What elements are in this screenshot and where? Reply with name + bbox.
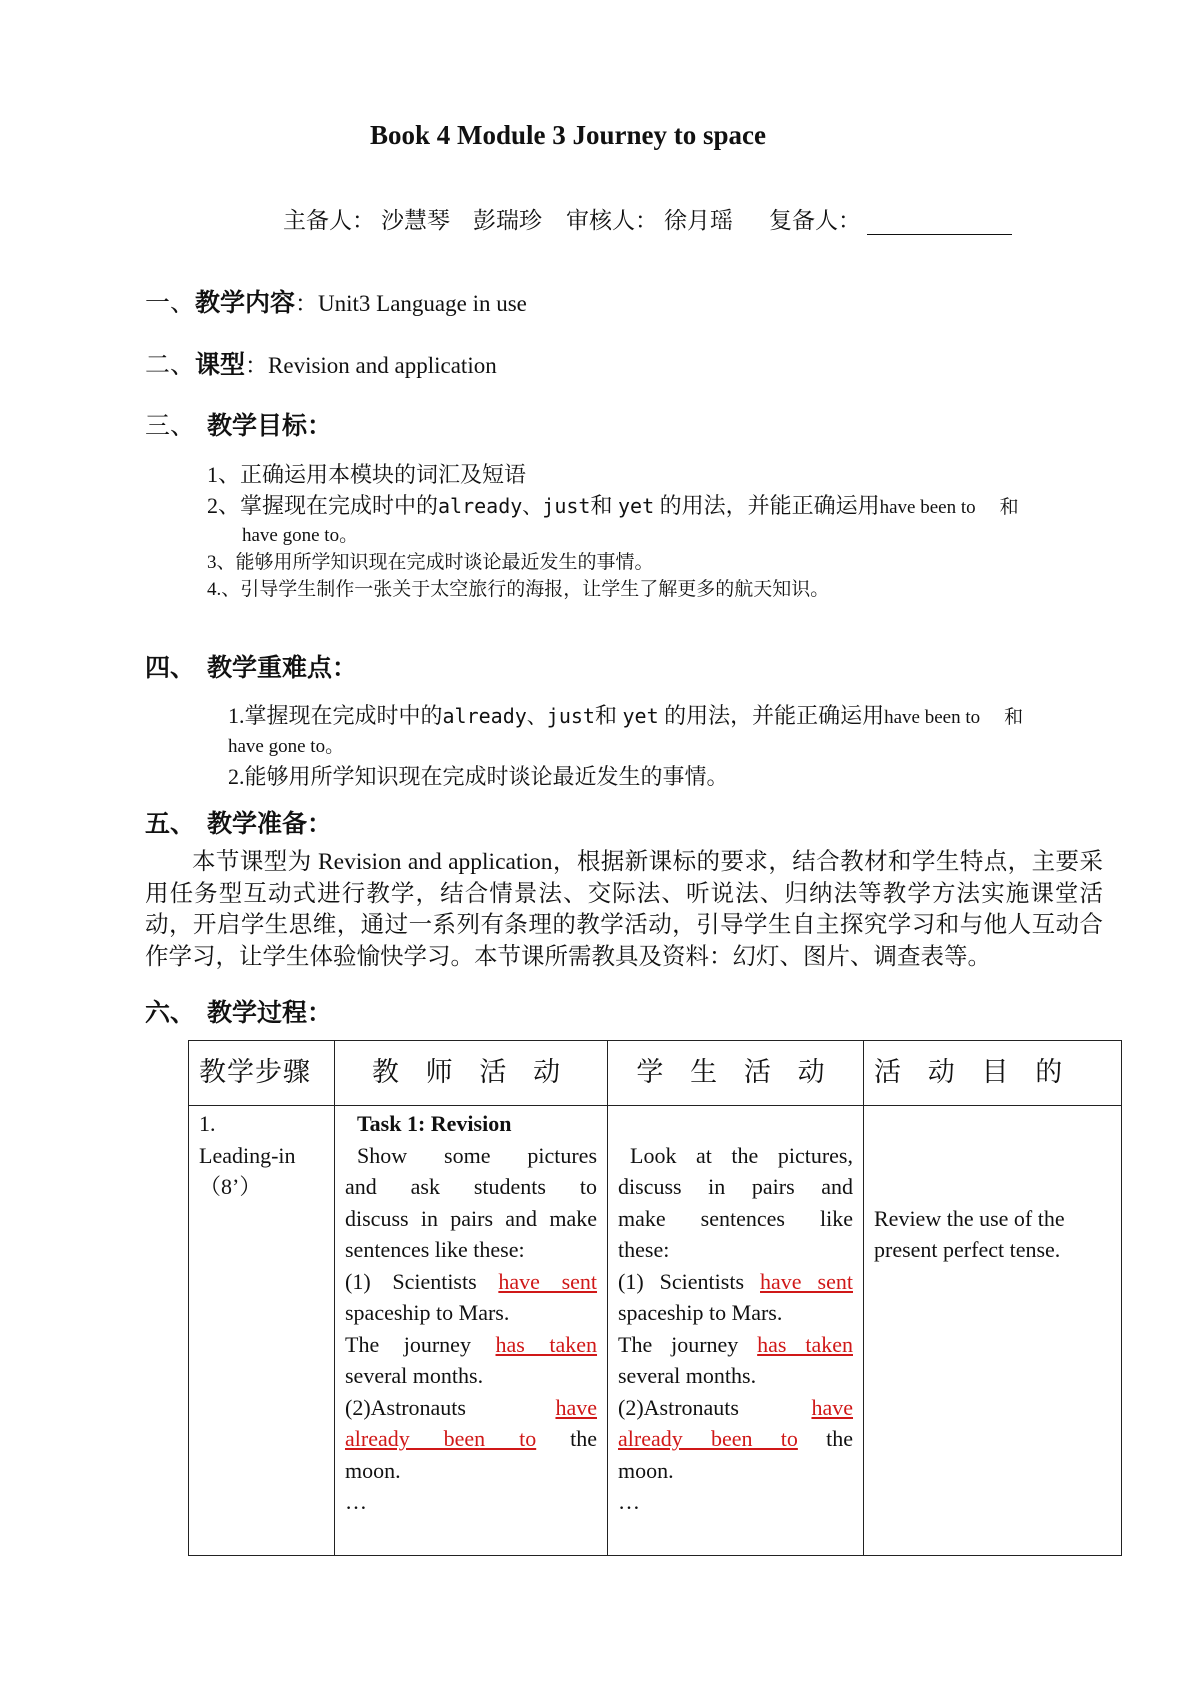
objective-2-term-have-been-to: have been to: [879, 497, 976, 518]
highlighted-verb: already been to: [618, 1426, 798, 1451]
example-text: The journey: [618, 1331, 739, 1357]
task-title: Task 1: Revision: [357, 1111, 512, 1136]
section-1-heading: 教学内容: [195, 290, 296, 317]
highlighted-verb: have: [555, 1394, 597, 1420]
backup-author-blank: [867, 212, 1012, 235]
section-1-text: Unit3 Language in use: [318, 291, 527, 316]
key-point-2: 2.能够用所学知识现在完成时谈论最近发生的事情。: [228, 764, 729, 789]
teacher-example-1-cont: spaceship to Mars.: [345, 1300, 510, 1325]
page-title: Book 4 Module 3 Journey to space: [369, 120, 766, 150]
main-author-label: 主备人：: [283, 208, 375, 233]
highlighted-verb: have: [811, 1394, 853, 1420]
objective-2-term-yet: yet: [617, 494, 655, 518]
teacher-ellipsis: …: [345, 1489, 367, 1514]
key-point-1: [228, 699, 1023, 730]
teacher-example-2-cont: several months.: [345, 1363, 484, 1388]
example-text: The journey: [345, 1331, 471, 1357]
step-name: Leading-in: [199, 1142, 296, 1168]
section-5: [145, 804, 332, 840]
header-cell-teacher: 教 师 活 动: [335, 1041, 608, 1106]
section-2-heading: 课型: [195, 352, 246, 379]
section-1-colon: ：: [295, 291, 319, 316]
teacher-intro-3: discuss in pairs and make: [345, 1205, 597, 1231]
section-3: [145, 406, 332, 442]
student-example-2: [618, 1329, 853, 1361]
table-row: [189, 1106, 1122, 1556]
objective-4: 4.、引导学生制作一张关于太空旅行的海报，让学生了解更多的航天知识。: [207, 579, 830, 600]
example-text: the: [570, 1426, 598, 1451]
example-text: the: [826, 1426, 854, 1451]
student-intro-1: Look at the pictures,: [630, 1142, 853, 1168]
section-2-number: 二、: [145, 352, 196, 379]
step-number: 1.: [199, 1111, 216, 1136]
objective-2-cont: have gone to。: [242, 525, 359, 546]
section-1-number: 一、: [145, 290, 196, 317]
student-example-3: [618, 1392, 853, 1424]
teacher-example-3: [345, 1392, 597, 1424]
purpose-text: Review the use of the present perfect tense.: [874, 1205, 1065, 1262]
section-6-number: 六、: [145, 1000, 196, 1027]
student-example-3-cont: [618, 1423, 853, 1455]
preparation-paragraph: [145, 847, 1103, 973]
key-point-1-text-and-2: 和: [1004, 707, 1024, 728]
section-1: [145, 283, 527, 319]
key-point-1-cont: have gone to。: [228, 736, 345, 757]
highlighted-verb: already been to: [345, 1426, 537, 1451]
reviewer-label: 审核人：: [566, 208, 658, 233]
student-example-1: [618, 1266, 853, 1298]
student-example-3-end: moon.: [618, 1457, 674, 1483]
key-point-1-text-a: 1.掌握现在完成时中的: [228, 703, 443, 728]
teaching-process-table: [188, 1040, 1122, 1556]
section-5-number: 五、: [145, 811, 196, 838]
preparation-text: 本节课型为 Revision and application，根据新课标的要求，结合教材和学生特点，主要采用任务型互动式进行教学，结合情景法、交际法、听说法、归纳法等教学方法实施课堂活动，开启学生思维，通过一系列有条理的教学活动，引导学生自主探究学习和与他人互动合作学习，让学生体验愉快学习。本节课所需教具及资料：幻灯、图片、调查表等。: [145, 849, 1103, 970]
key-point-1-term-yet: yet: [622, 704, 659, 728]
reviewer-name: 徐月瑶: [664, 208, 733, 233]
section-4-heading: 教学重难点：: [207, 655, 358, 682]
student-example-1-cont: spaceship to Mars.: [618, 1300, 783, 1325]
section-5-heading: 教学准备：: [207, 811, 333, 838]
highlighted-verb: have sent: [498, 1268, 598, 1294]
purpose-cell: [864, 1106, 1122, 1556]
header-cell-purpose: 活 动 目 的: [864, 1041, 1122, 1106]
section-4: [145, 648, 357, 684]
teacher-example-3-end: moon.: [345, 1457, 401, 1483]
example-text: (2)Astronauts: [345, 1394, 466, 1420]
key-point-1-term-already-just: already、just: [442, 704, 595, 728]
objective-2-term-already-just: already、just: [438, 494, 591, 518]
example-text: (1) Scientists: [345, 1268, 477, 1294]
student-activity-cell: [608, 1106, 864, 1556]
section-2: [145, 345, 497, 381]
step-time: （8’）: [199, 1174, 262, 1199]
objective-2-text-and: 和: [590, 493, 613, 518]
teacher-intro-1: Show some pictures: [357, 1142, 597, 1168]
main-author-names: 沙慧琴 彭瑞珍: [381, 208, 542, 233]
section-2-text: Revision and application: [268, 353, 497, 378]
section-3-number: 三、: [145, 413, 196, 440]
section-6-heading: 教学过程：: [207, 1000, 333, 1027]
highlighted-verb: has taken: [757, 1331, 853, 1357]
header-cell-steps: 教学步骤: [189, 1041, 335, 1106]
teacher-example-3-cont: [345, 1423, 597, 1455]
backup-author-label: 复备人：: [769, 208, 861, 233]
teacher-activity-cell: [335, 1106, 608, 1556]
objective-2-text-a: 2、掌握现在完成时中的: [207, 493, 439, 518]
table-header-row: [189, 1041, 1122, 1106]
key-point-1-text-e: 的用法，并能正确运用: [664, 703, 885, 728]
step-cell: [189, 1106, 335, 1556]
highlighted-verb: has taken: [495, 1331, 598, 1357]
header-cell-student: 学 生 活 动: [608, 1041, 864, 1106]
teacher-intro-2: and ask students to: [345, 1174, 597, 1199]
objective-2-text-e: 的用法，并能正确运用: [659, 493, 880, 518]
section-6: [145, 993, 332, 1029]
student-ellipsis: …: [618, 1489, 640, 1514]
highlighted-verb: have sent: [760, 1268, 853, 1294]
key-point-1-text-and: 和: [594, 703, 617, 728]
section-3-heading: 教学目标：: [207, 413, 333, 440]
teacher-example-1: [345, 1266, 597, 1298]
key-point-1-term-have-been-to: have been to: [884, 707, 981, 728]
objective-2-text-and-2: 和: [999, 497, 1019, 518]
section-2-colon: ：: [245, 353, 269, 378]
objective-1: 1、正确运用本模块的词汇及短语: [207, 462, 527, 487]
teacher-intro-4: sentences like these:: [345, 1237, 525, 1262]
objective-2: [207, 489, 1019, 520]
authors-line: [283, 202, 1018, 235]
example-text: (2)Astronauts: [618, 1394, 739, 1420]
student-example-2-cont: several months.: [618, 1363, 757, 1388]
teacher-example-2: [345, 1329, 597, 1361]
objective-3: 3、能够用所学知识现在完成时谈论最近发生的事情。: [207, 552, 654, 573]
student-intro-3: make sentences like: [618, 1205, 853, 1231]
student-intro-2: discuss in pairs and: [618, 1174, 853, 1199]
section-4-number: 四、: [145, 655, 196, 682]
example-text: (1) Scientists: [618, 1268, 744, 1294]
student-intro-4: these:: [618, 1237, 670, 1262]
